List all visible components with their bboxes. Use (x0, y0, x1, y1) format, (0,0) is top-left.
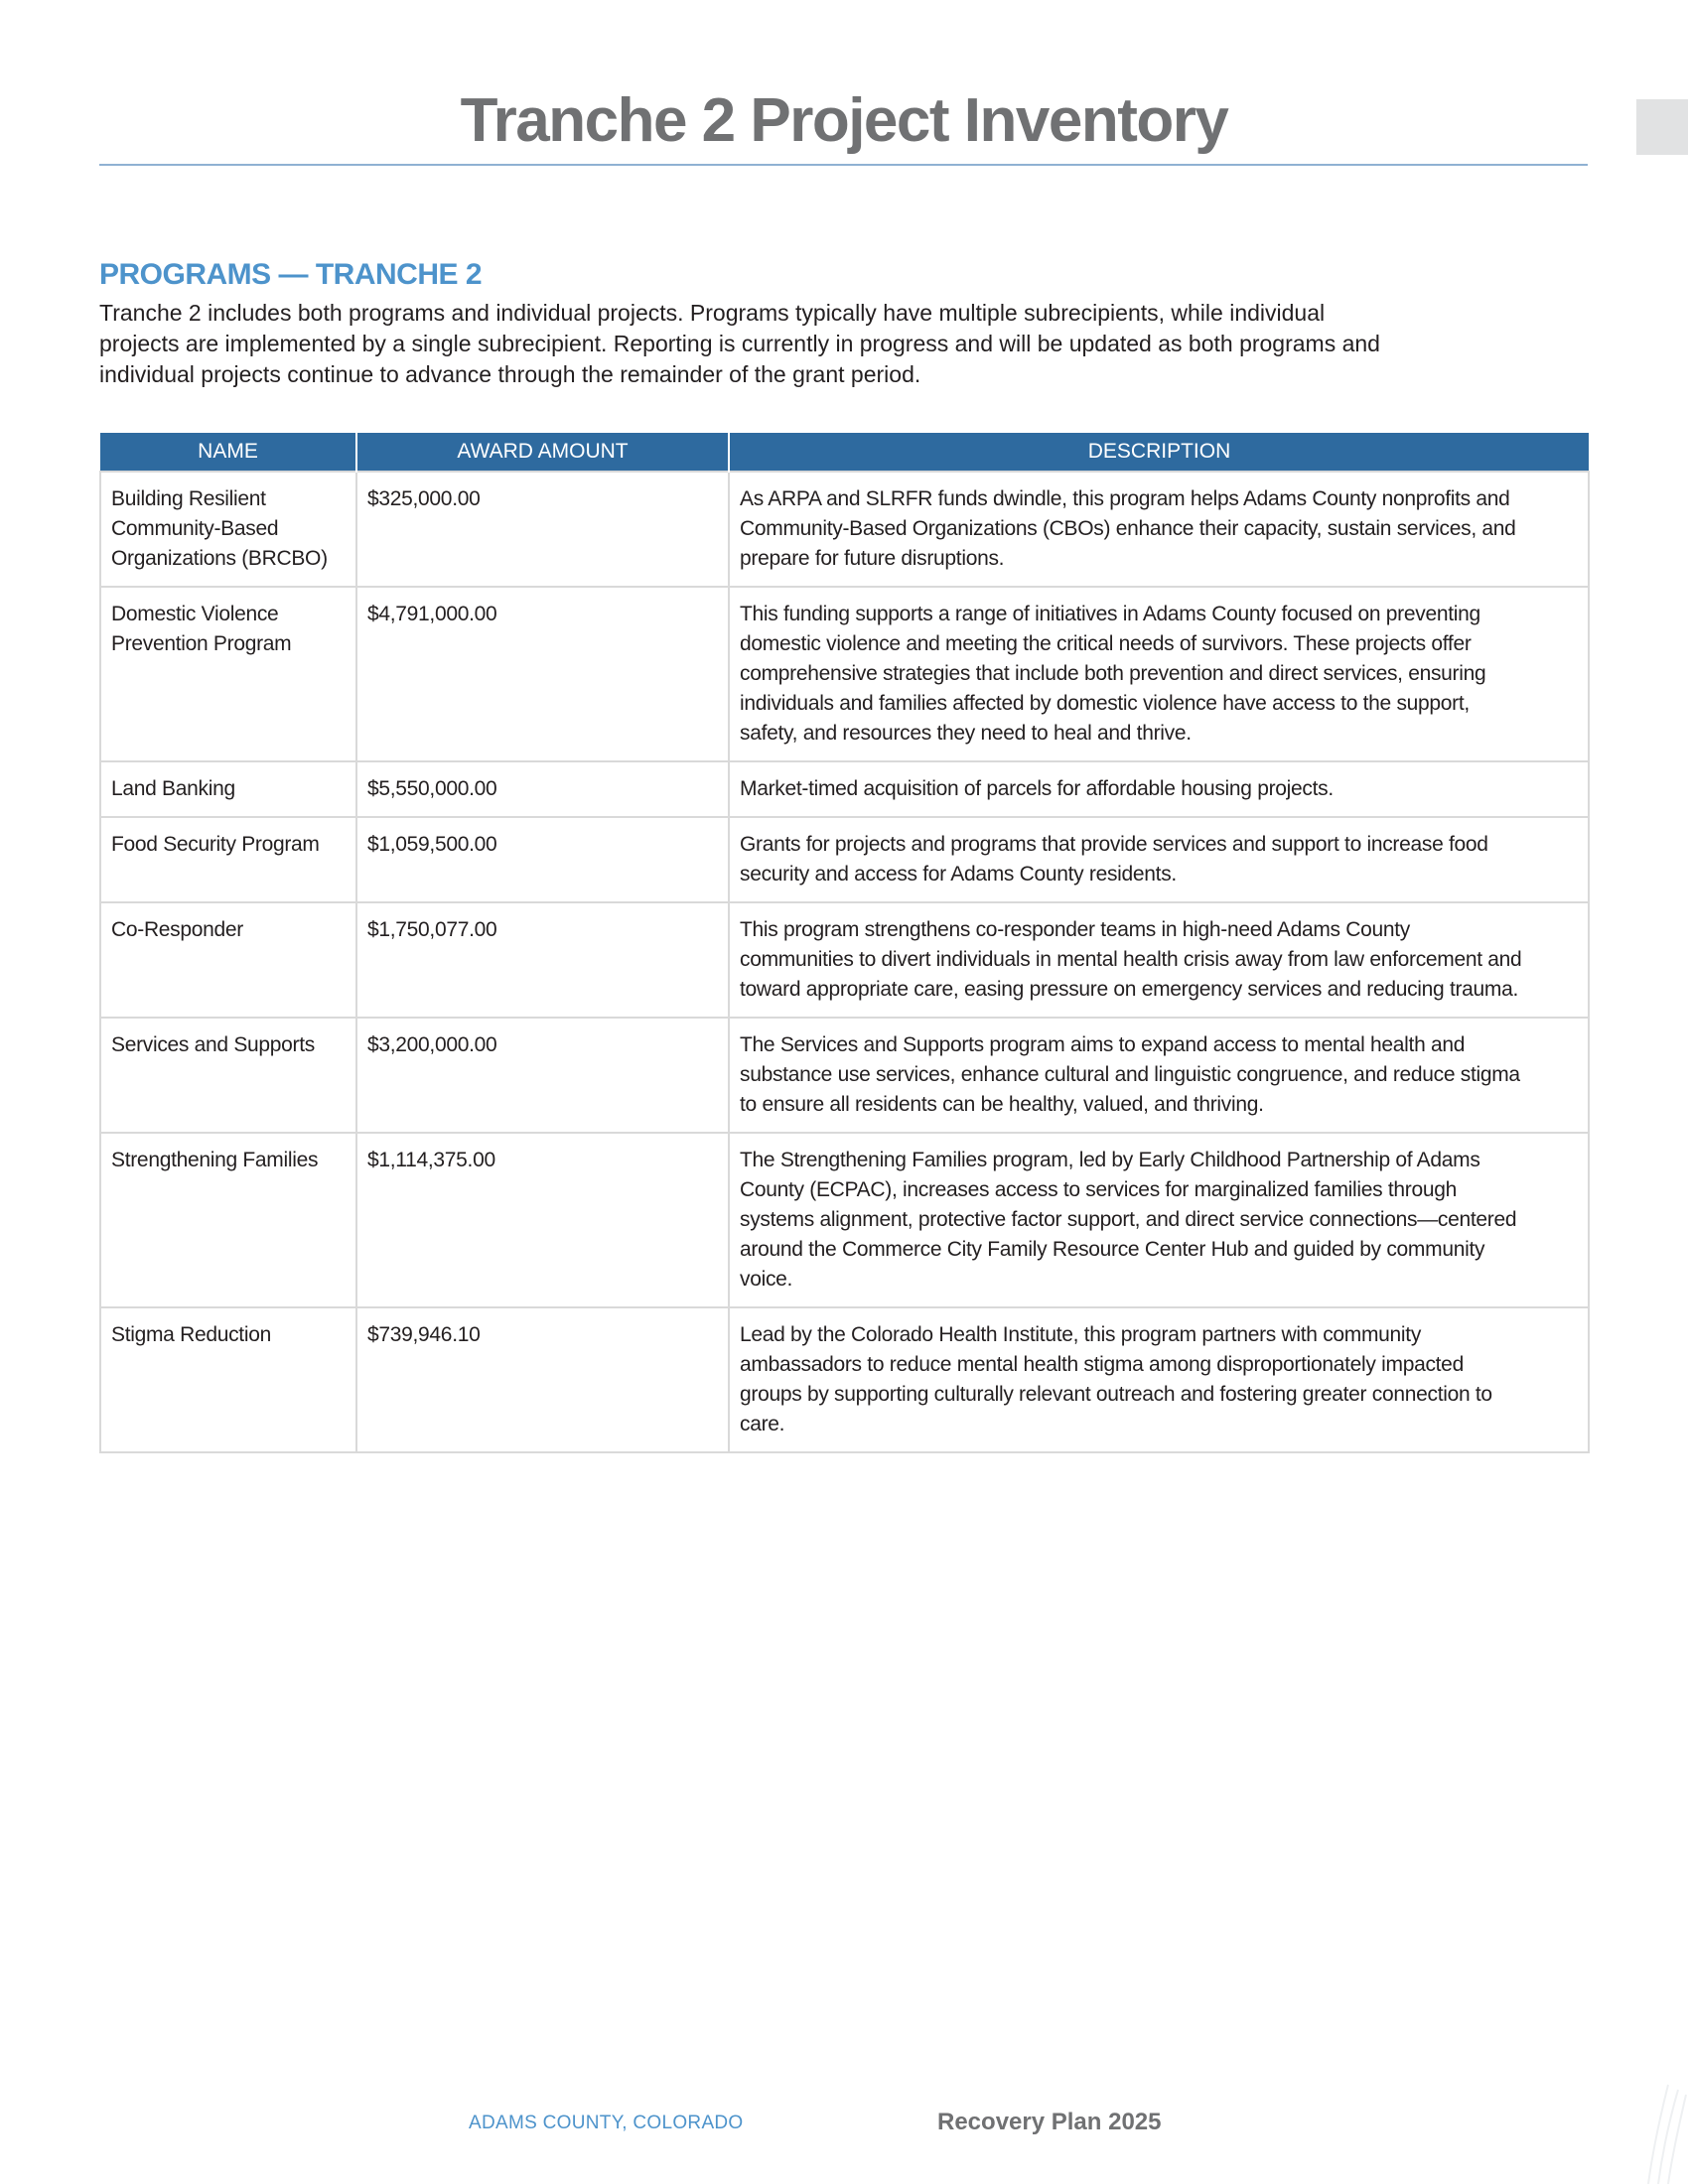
award-amount: $1,114,375.00 (356, 1133, 729, 1307)
program-description: Grants for projects and programs that provide services and support to increase food security and access for Adams County residents. (729, 817, 1589, 902)
table-row (100, 817, 1589, 902)
program-name: Land Banking (100, 761, 356, 817)
table-row (100, 902, 1589, 1018)
section-intro: Tranche 2 includes both programs and individual projects. Programs typically have multiple subrecipients, while individual projects are implemented by a single subrecipient. Reporting is currently in progress and will be updated as both programs and individual projects continue to advance through the remainder of the grant period. (99, 300, 1380, 387)
program-name: Co-Responder (100, 902, 356, 1018)
program-name: Strengthening Families (100, 1133, 356, 1307)
program-name: Services and Supports (100, 1018, 356, 1133)
table-row (100, 1018, 1589, 1133)
column-header-description: DESCRIPTION (729, 433, 1589, 472)
table-row (100, 1133, 1589, 1307)
award-amount: $5,550,000.00 (356, 761, 729, 817)
award-amount: $1,750,077.00 (356, 902, 729, 1018)
program-description: Market-timed acquisition of parcels for affordable housing projects. (729, 761, 1589, 817)
decorative-corner-lines (1628, 2065, 1688, 2184)
table-header-row (100, 433, 1589, 472)
column-header-award-amount: AWARD AMOUNT (356, 433, 729, 472)
program-description: This program strengthens co-responder teams in high-need Adams County communities to divert individuals in mental health crisis away from law enforcement and toward appropriate care, easing pressure on emergency services and reducing trauma. (729, 902, 1589, 1018)
project-inventory-table (99, 433, 1590, 1453)
award-amount: $3,200,000.00 (356, 1018, 729, 1133)
table-row (100, 1307, 1589, 1452)
footer-document-title: Recovery Plan 2025 (937, 2109, 1162, 2135)
program-description: The Strengthening Families program, led by Early Childhood Partnership of Adams County (ECPAC), increases access to services for marginalized families through systems alignment, protective factor support, and direct service connections—centered around the Commerce City Family Resource Center Hub and guided by community voice. (729, 1133, 1589, 1307)
column-header-name: NAME (100, 433, 356, 472)
title-divider (99, 164, 1588, 166)
footer-county-name: ADAMS COUNTY, COLORADO (469, 2113, 744, 2133)
program-name: Stigma Reduction (100, 1307, 356, 1452)
program-description: The Services and Supports program aims to expand access to mental health and substance use services, enhance cultural and linguistic congruence, and reduce stigma to ensure all residents can be healthy, valued, and thriving. (729, 1018, 1589, 1133)
table-row (100, 472, 1589, 587)
program-name: Food Security Program (100, 817, 356, 902)
award-amount: $325,000.00 (356, 472, 729, 587)
program-name: Building Resilient Community-Based Organizations (BRCBO) (100, 472, 356, 587)
award-amount: $1,059,500.00 (356, 817, 729, 902)
award-amount: $4,791,000.00 (356, 587, 729, 761)
program-description: Lead by the Colorado Health Institute, this program partners with community ambassadors to reduce mental health stigma among disproportionately impacted groups by supporting culturally relevant outreach and fostering greater connection to care. (729, 1307, 1589, 1452)
program-description: This funding supports a range of initiatives in Adams County focused on preventing domestic violence and meeting the critical needs of survivors. These projects offer comprehensive strategies that include both prevention and direct services, ensuring individuals and families affected by domestic violence have access to the support, safety, and resources they need to heal and thrive. (729, 587, 1589, 761)
table-row (100, 587, 1589, 761)
section-heading: PROGRAMS — TRANCHE 2 (99, 258, 483, 291)
page-title: Tranche 2 Project Inventory (460, 86, 1228, 155)
page-edge-tab (1636, 99, 1688, 155)
table-row (100, 761, 1589, 817)
award-amount: $739,946.10 (356, 1307, 729, 1452)
program-description: As ARPA and SLRFR funds dwindle, this program helps Adams County nonprofits and Community-Based Organizations (CBOs) enhance their capacity, sustain services, and prepare for future disruptions. (729, 472, 1589, 587)
program-name: Domestic Violence Prevention Program (100, 587, 356, 761)
